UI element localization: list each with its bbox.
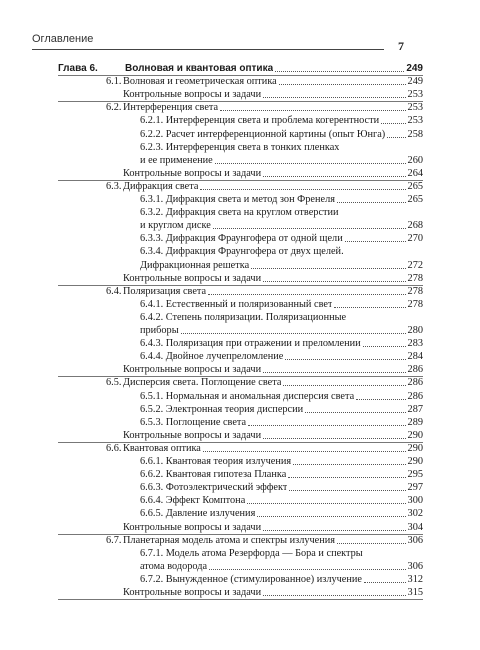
dot-leader [305,403,405,413]
dot-leader [263,429,405,439]
toc-number: 6.5. [106,377,122,389]
toc-entry [58,167,423,180]
toc-page-number: 306 [407,560,423,572]
toc-page-number: 270 [407,233,423,245]
toc-entry [58,180,423,193]
toc-entry [58,507,423,520]
toc-title: Контрольные вопросы и задачи [123,89,262,101]
dot-leader [285,350,405,360]
toc-title: Поляризация света [123,285,207,297]
toc-title: Дифракционная решетка [140,259,250,271]
toc-entry [58,298,423,311]
toc-title: и ее применение [140,154,213,166]
toc-entry [58,193,423,206]
toc-number: 6.3. [106,180,122,192]
toc-entry [58,534,423,547]
toc-entry [58,468,423,481]
toc-title: атома водорода [140,560,208,572]
toc-title: 6.6.2. Квантовая гипотеза Планка [140,469,287,481]
toc-page-number: 286 [407,390,423,402]
toc-title: 6.4.3. Поляризация при отражении и преломлении [140,338,361,350]
dot-leader [288,468,405,478]
dot-leader [257,507,405,517]
dot-leader [337,534,406,544]
toc-title: Контрольные вопросы и задачи [123,521,262,533]
dot-leader [283,376,405,386]
toc-title: 6.2.1. Интерференция света и проблема когерентности [140,115,380,127]
dot-leader [251,259,405,269]
toc-entry [58,141,423,154]
toc-page-number: 304 [407,521,423,533]
toc-title: приборы [140,325,179,336]
dot-leader [203,442,406,452]
dot-leader [381,114,405,124]
dot-leader [387,128,405,138]
toc-entry [58,337,423,350]
toc-entry [58,324,423,337]
toc-entry [58,573,423,586]
toc-title: 6.3.4. Дифракция Фраунгофера от двух щелей. [140,246,344,258]
toc-entry [58,560,423,573]
toc-page-number: 290 [407,429,423,441]
toc-title: 6.2.3. Интерференция света в тонких пленках [140,141,340,153]
toc-title: 6.3.3. Дифракция Фраунгофера от одной щели [140,233,343,245]
toc-number: 6.2. [106,102,122,114]
toc-page-number: 284 [407,351,423,363]
toc-entry [58,521,423,534]
toc-title: Дисперсия света. Поглощение света [123,377,282,389]
toc-entry [58,88,423,101]
dot-leader [289,481,405,491]
toc-page-number: 297 [407,482,423,494]
toc-page-number: 278 [407,272,423,284]
toc-title: 6.6.4. Эффект Комптона [140,495,246,507]
toc-number: 6.1. [106,76,122,88]
dot-leader [263,167,405,177]
toc-page-number: 278 [407,298,423,310]
dot-leader [364,573,406,583]
toc-title: 6.2.2. Расчет интерференционной картины (опыт Юнга) [140,128,386,140]
toc-entry [58,376,423,389]
toc-title: Планетарная модель атома и спектры излучения [123,534,335,546]
toc-page-number: 249 [407,76,423,88]
toc-entry [58,114,423,127]
dot-leader [263,272,405,282]
toc-title: 6.5.1. Нормальная и аномальная дисперсия света [140,390,355,402]
toc-entry [58,62,423,75]
toc-title: Контрольные вопросы и задачи [123,167,262,179]
dot-leader [263,363,405,373]
dot-leader [279,75,406,85]
toc-page-number: 290 [407,442,423,454]
dot-leader [356,390,405,400]
toc-entry [58,586,423,599]
section-rule [58,599,423,600]
dot-leader [208,285,405,295]
toc-title: Контрольные вопросы и задачи [123,272,262,284]
toc-title: Контрольные вопросы и задачи [123,364,262,376]
toc-page-number: 253 [407,102,423,114]
toc-title: Волновая и квантовая оптика [125,63,274,74]
toc-page-number: 258 [407,128,423,140]
page-number: 7 [398,39,404,53]
toc-entry [58,285,423,298]
toc-title: 6.6.1. Квантовая теория излучения [140,456,292,467]
toc-page-number: 280 [407,325,423,336]
dot-leader [263,586,405,596]
toc-entry [58,442,423,455]
toc-entry [58,311,423,324]
toc-page-number: 264 [407,167,423,179]
toc-entry [58,416,423,429]
dot-leader [213,219,406,229]
toc-page-number: 300 [407,495,423,507]
dot-leader [263,88,405,98]
toc-page-number: 287 [407,403,423,415]
toc-number: 6.7. [106,534,122,546]
toc-entry [58,245,423,258]
toc-title: 6.5.3. Поглощение света [140,416,247,428]
dot-leader [293,455,405,465]
toc-entry [58,154,423,167]
toc-page-number: 289 [407,416,423,428]
toc-page-number: 249 [406,63,423,74]
toc-title: 6.3.2. Дифракция света на круглом отверстии [140,207,339,219]
toc-title: Контрольные вопросы и задачи [123,429,262,441]
toc-entry [58,272,423,285]
toc-title: 6.6.5. Давление излучения [140,508,256,520]
toc-title: 6.4.2. Степень поляризации. Поляризационные [140,311,347,323]
toc-entry [58,206,423,219]
toc-page-number: 302 [407,508,423,520]
toc-title: 6.7.1. Модель атома Резерфорда — Бора и спектры [140,547,363,559]
toc-entry [58,481,423,494]
toc-number: Глава 6. [58,63,98,74]
toc-entry [58,101,423,114]
dot-leader [215,154,406,164]
toc-title: Интерференция света [123,102,219,114]
dot-leader [200,180,405,190]
toc-page-number: 278 [407,285,423,297]
toc-page-number: 253 [407,115,423,127]
toc-entry [58,547,423,560]
toc-entry [58,363,423,376]
dot-leader [345,232,406,242]
toc-number: 6.6. [106,442,122,454]
toc-title: Квантовая оптика [123,442,201,454]
toc-page-number: 283 [407,338,423,350]
header-rule [32,49,384,50]
dot-leader [209,560,405,570]
toc-entry [58,390,423,403]
toc-entry [58,494,423,507]
dot-leader [334,298,405,308]
toc-title: Волновая и геометрическая оптика [123,76,277,88]
toc-page-number: 265 [407,194,423,205]
toc-page-number: 312 [407,573,423,585]
toc-page-number: 295 [407,469,423,481]
toc-page-number: 286 [407,377,423,389]
toc-title: 6.3.1. Дифракция света и метод зон Френеля [140,194,335,205]
toc-entry [58,403,423,416]
toc-entry [58,232,423,245]
dot-leader [181,324,406,334]
dot-leader [220,101,405,111]
toc-page-number: 286 [407,364,423,376]
toc-title: 6.5.2. Электронная теория дисперсии [140,403,304,415]
toc-entry [58,350,423,363]
toc-page-number: 268 [407,220,423,232]
toc-page-number: 265 [407,180,423,192]
toc-page-number: 306 [407,534,423,546]
toc-title: 6.4.4. Двойное лучепреломление [140,351,284,363]
toc-page-number: 290 [407,456,423,467]
dot-leader [337,193,406,203]
dot-leader [248,416,405,426]
toc-title: 6.4.1. Естественный и поляризованный свет [140,298,333,310]
toc-page-number: 260 [407,154,423,166]
running-title: Оглавление [32,33,94,45]
toc-entry [58,429,423,442]
toc-page-number: 272 [407,259,423,271]
toc-entry [58,455,423,468]
toc-title: и круглом диске [140,220,211,232]
toc-page-number: 253 [407,89,423,101]
toc-page-number: 315 [407,587,423,598]
dot-leader [363,337,406,347]
toc-entry [58,75,423,88]
toc-title: 6.7.2. Вынужденное (стимулированное) излучение [140,573,362,585]
dot-leader [247,494,405,504]
toc-title: 6.6.3. Фотоэлектрический эффект [140,482,288,494]
toc-entry [58,128,423,141]
toc-number: 6.4. [106,285,122,297]
toc-title: Дифракция света [123,180,199,192]
dot-leader [275,62,404,72]
toc-entry [58,219,423,232]
toc-title: Контрольные вопросы и задачи [123,587,262,598]
toc-entry [58,259,423,272]
dot-leader [263,521,405,531]
